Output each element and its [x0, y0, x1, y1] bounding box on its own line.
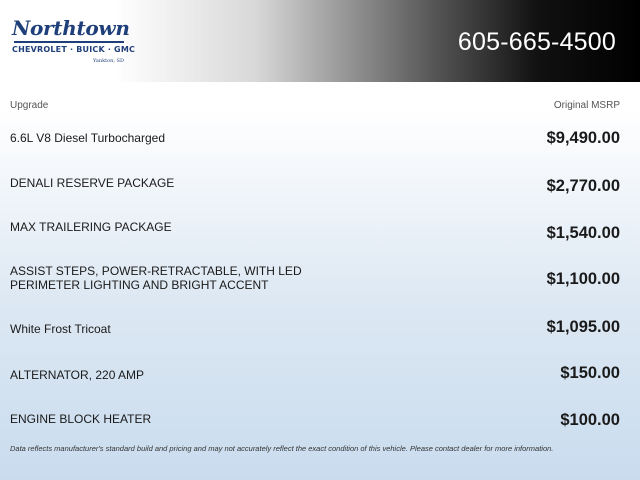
upgrade-price: $100.00	[560, 411, 620, 429]
upgrade-price: $1,540.00	[546, 224, 620, 242]
column-header-msrp: Original MSRP	[553, 100, 620, 111]
upgrade-price: $1,095.00	[546, 318, 620, 336]
upgrade-name: ALTERNATOR, 220 AMP	[10, 368, 145, 382]
upgrade-price: $1,100.00	[546, 270, 620, 288]
upgrade-price: $9,490.00	[546, 129, 620, 147]
upgrade-row	[0, 164, 640, 210]
dealer-phone-number[interactable]: 605-665-4500	[457, 28, 616, 56]
column-header-upgrade: Upgrade	[10, 100, 49, 111]
header-banner	[0, 0, 640, 82]
upgrade-name: 6.6L V8 Diesel Turbocharged	[10, 131, 165, 145]
upgrade-row	[0, 394, 640, 440]
upgrade-name: ASSIST STEPS, POWER-RETRACTABLE, WITH LED PERIMETER LIGHTING AND BRIGHT ACCENT	[10, 264, 302, 292]
upgrade-row	[0, 210, 640, 256]
dealer-logo[interactable]	[12, 16, 136, 66]
upgrade-row	[0, 256, 640, 302]
logo-city: Yankton, SD	[93, 58, 124, 64]
upgrade-row	[0, 348, 640, 394]
logo-brands: CHEVROLET · BUICK · GMC	[12, 45, 136, 54]
upgrade-name: ENGINE BLOCK HEATER	[10, 412, 152, 426]
logo-dealer-name: Northtown	[12, 16, 130, 40]
pricing-disclaimer: Data reflects manufacturer's standard build and pricing and may not accurately reflect the exact condition of this vehicle. Please contact dealer for more information.	[10, 444, 554, 453]
upgrade-price: $2,770.00	[546, 177, 620, 195]
upgrade-row	[0, 118, 640, 164]
upgrade-name: DENALI RESERVE PACKAGE	[10, 176, 175, 190]
upgrade-price: $150.00	[560, 364, 620, 382]
upgrade-name: MAX TRAILERING PACKAGE	[10, 220, 172, 234]
upgrade-row	[0, 302, 640, 348]
upgrade-name: White Frost Tricoat	[10, 322, 111, 336]
logo-divider	[14, 41, 124, 43]
